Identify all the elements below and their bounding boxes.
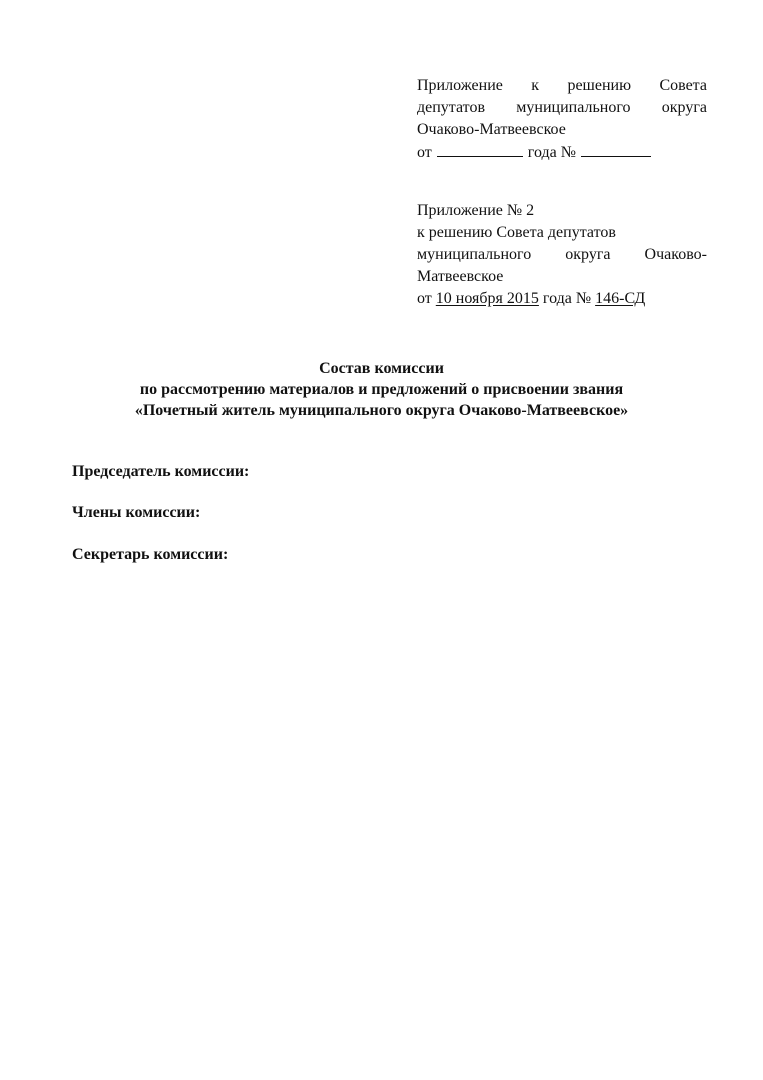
appendix-number: 146-СД	[595, 290, 646, 307]
approval-line-2	[417, 97, 707, 119]
title-line-2: по рассмотрению материалов и предложений о присвоении звания	[139, 381, 624, 398]
approval-line-4	[417, 141, 707, 164]
approval-line-3: Очаково-Матвеевское	[417, 121, 566, 138]
appendix-line-2: к решению Совета депутатов	[417, 224, 616, 241]
appendix-word: округа	[565, 246, 611, 263]
approval-header	[417, 75, 707, 164]
appendix-header	[417, 200, 707, 310]
approval-year-label: года №	[527, 144, 576, 161]
approval-word: решению	[567, 77, 632, 94]
appendix-line-5	[417, 288, 707, 310]
approval-word: Приложение	[417, 77, 503, 94]
approval-line-1	[417, 75, 707, 97]
approval-from-label: от	[417, 144, 432, 161]
approval-word: Совета	[659, 77, 707, 94]
chairman-label: Председатель комиссии:	[72, 463, 250, 480]
secretary-label: Секретарь комиссии:	[72, 546, 229, 563]
date-blank	[437, 141, 523, 157]
approval-word: муниципального	[516, 99, 631, 116]
approval-word: депутатов	[417, 99, 486, 116]
appendix-word: муниципального	[417, 246, 532, 263]
appendix-from-label: от	[417, 290, 432, 307]
document-title	[60, 358, 703, 421]
appendix-line-3	[417, 244, 707, 266]
appendix-date: 10 ноября 2015	[435, 290, 539, 307]
appendix-word: Очаково-	[644, 246, 707, 263]
appendix-line-1: Приложение № 2	[417, 202, 535, 219]
appendix-line-4: Матвеевское	[417, 268, 504, 285]
appendix-year-label: года №	[542, 290, 592, 307]
approval-word: к	[531, 77, 540, 94]
approval-word: округа	[661, 99, 707, 116]
title-line-1: Состав комиссии	[319, 360, 444, 377]
members-label: Члены комиссии:	[72, 504, 201, 521]
title-line-3: «Почетный житель муниципального округа Очаково-Матвеевское»	[134, 402, 629, 419]
number-blank	[581, 141, 651, 157]
